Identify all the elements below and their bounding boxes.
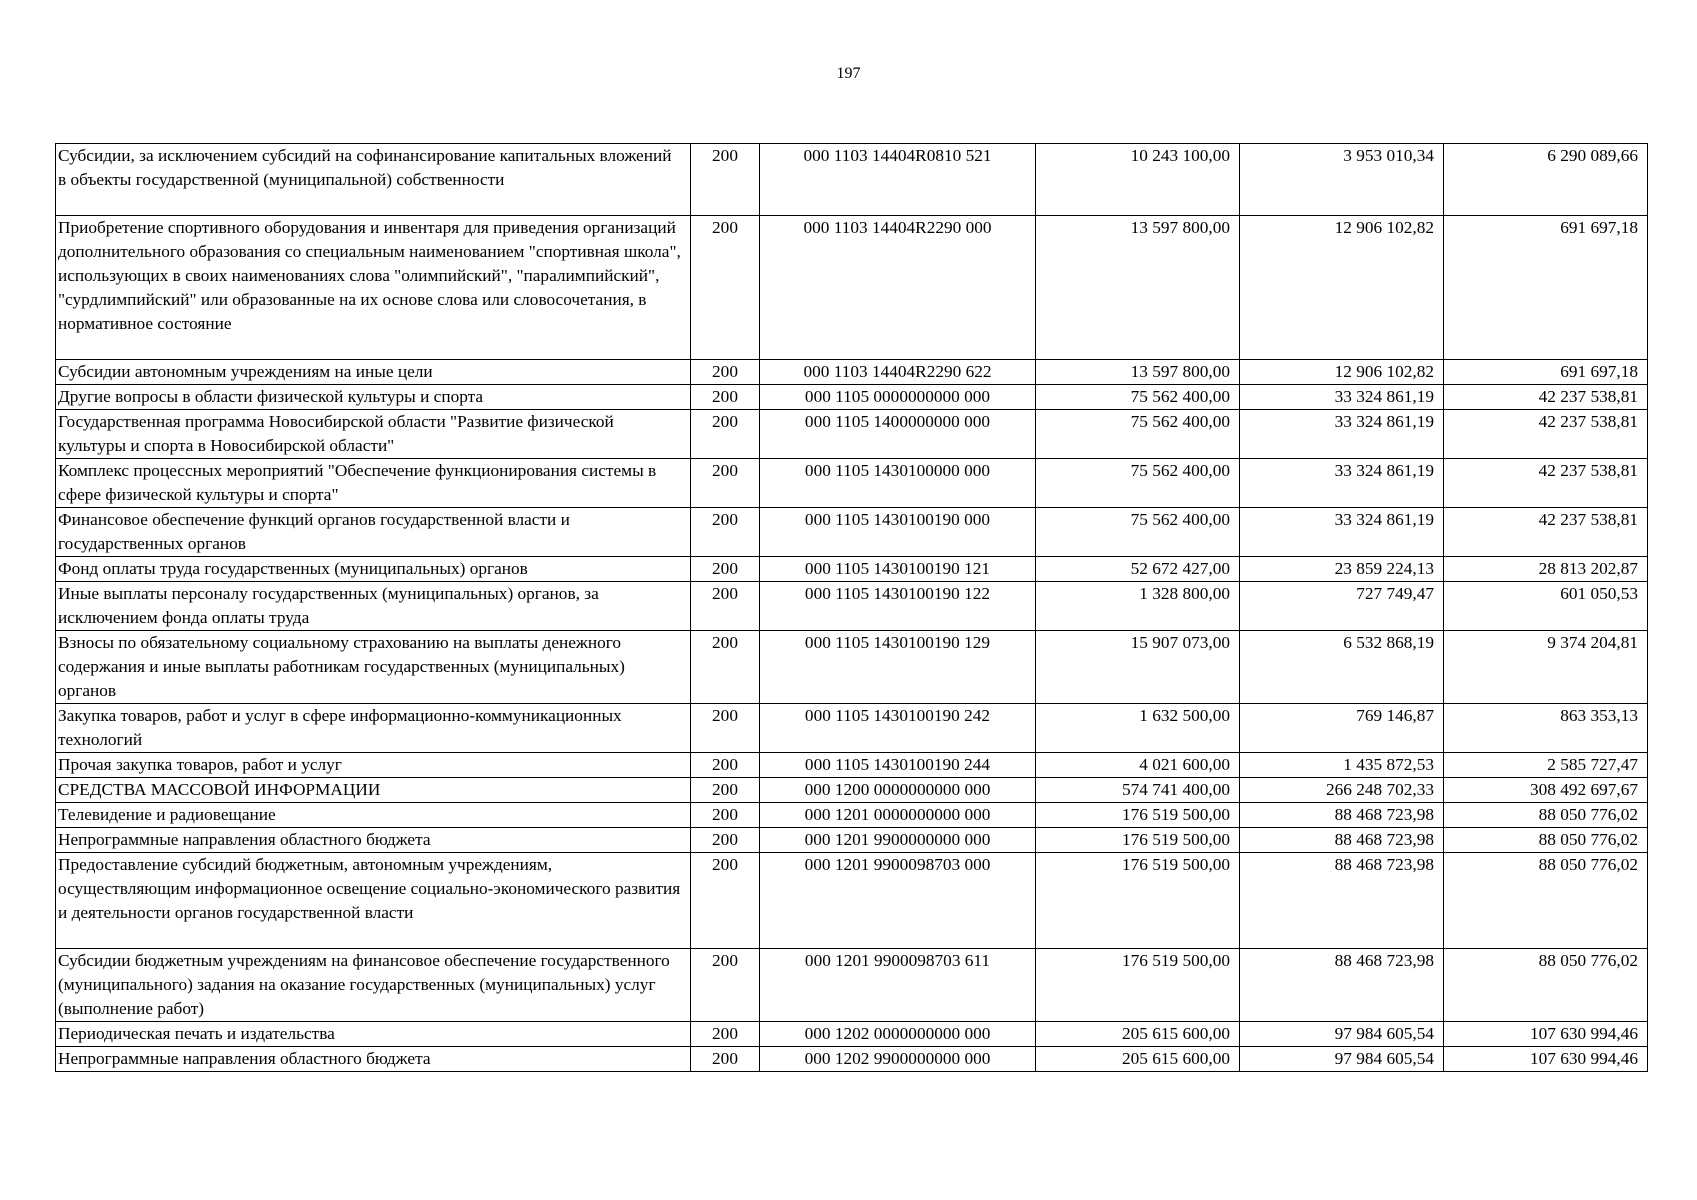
row-code: 200 xyxy=(691,557,760,582)
row-code: 200 xyxy=(691,704,760,753)
row-description: СРЕДСТВА МАССОВОЙ ИНФОРМАЦИИ xyxy=(56,778,691,803)
row-approved-amount: 15 907 073,00 xyxy=(1036,631,1240,704)
row-description: Телевидение и радиовещание xyxy=(56,803,691,828)
row-classification-code: 000 1201 0000000000 000 xyxy=(760,803,1036,828)
row-approved-amount: 574 741 400,00 xyxy=(1036,778,1240,803)
table-row xyxy=(56,778,1648,803)
row-classification-code: 000 1103 14404R0810 521 xyxy=(760,144,1036,216)
row-unexecuted-amount: 88 050 776,02 xyxy=(1444,803,1648,828)
row-approved-amount: 75 562 400,00 xyxy=(1036,508,1240,557)
row-code: 200 xyxy=(691,385,760,410)
row-classification-code: 000 1201 9900098703 611 xyxy=(760,949,1036,1022)
row-executed-amount: 769 146,87 xyxy=(1240,704,1444,753)
row-unexecuted-amount: 42 237 538,81 xyxy=(1444,459,1648,508)
row-approved-amount: 205 615 600,00 xyxy=(1036,1047,1240,1072)
row-classification-code: 000 1105 1430100190 122 xyxy=(760,582,1036,631)
row-classification-code: 000 1202 9900000000 000 xyxy=(760,1047,1036,1072)
row-executed-amount: 3 953 010,34 xyxy=(1240,144,1444,216)
row-classification-code: 000 1105 0000000000 000 xyxy=(760,385,1036,410)
row-classification-code: 000 1105 1430100190 000 xyxy=(760,508,1036,557)
row-code: 200 xyxy=(691,949,760,1022)
row-unexecuted-amount: 691 697,18 xyxy=(1444,216,1648,360)
row-code: 200 xyxy=(691,410,760,459)
table-row xyxy=(56,1022,1648,1047)
row-executed-amount: 1 435 872,53 xyxy=(1240,753,1444,778)
row-description: Предоставление субсидий бюджетным, автономным учреждениям, осуществляющим информационное освещение социально-экономического развития и деятельности органов государственной власти xyxy=(56,853,691,949)
row-executed-amount: 12 906 102,82 xyxy=(1240,216,1444,360)
row-executed-amount: 88 468 723,98 xyxy=(1240,828,1444,853)
row-approved-amount: 75 562 400,00 xyxy=(1036,459,1240,508)
row-description: Субсидии, за исключением субсидий на софинансирование капитальных вложений в объекты государственной (муниципальной) собственности xyxy=(56,144,691,216)
row-unexecuted-amount: 107 630 994,46 xyxy=(1444,1022,1648,1047)
budget-execution-table xyxy=(55,143,1648,1072)
row-classification-code: 000 1105 1430100190 129 xyxy=(760,631,1036,704)
table-row xyxy=(56,753,1648,778)
row-executed-amount: 12 906 102,82 xyxy=(1240,360,1444,385)
row-code: 200 xyxy=(691,459,760,508)
row-executed-amount: 33 324 861,19 xyxy=(1240,410,1444,459)
row-approved-amount: 205 615 600,00 xyxy=(1036,1022,1240,1047)
row-description: Непрограммные направления областного бюджета xyxy=(56,828,691,853)
row-approved-amount: 13 597 800,00 xyxy=(1036,360,1240,385)
table-row xyxy=(56,385,1648,410)
row-unexecuted-amount: 42 237 538,81 xyxy=(1444,385,1648,410)
row-classification-code: 000 1103 14404R2290 622 xyxy=(760,360,1036,385)
row-code: 200 xyxy=(691,803,760,828)
row-code: 200 xyxy=(691,144,760,216)
row-approved-amount: 1 328 800,00 xyxy=(1036,582,1240,631)
table-row xyxy=(56,949,1648,1022)
row-unexecuted-amount: 601 050,53 xyxy=(1444,582,1648,631)
row-unexecuted-amount: 88 050 776,02 xyxy=(1444,949,1648,1022)
row-executed-amount: 97 984 605,54 xyxy=(1240,1022,1444,1047)
row-code: 200 xyxy=(691,1022,760,1047)
row-description: Прочая закупка товаров, работ и услуг xyxy=(56,753,691,778)
row-approved-amount: 4 021 600,00 xyxy=(1036,753,1240,778)
row-description: Субсидии автономным учреждениям на иные цели xyxy=(56,360,691,385)
row-executed-amount: 88 468 723,98 xyxy=(1240,949,1444,1022)
row-approved-amount: 176 519 500,00 xyxy=(1036,949,1240,1022)
row-code: 200 xyxy=(691,853,760,949)
table-row xyxy=(56,803,1648,828)
row-executed-amount: 88 468 723,98 xyxy=(1240,853,1444,949)
row-description: Закупка товаров, работ и услуг в сфере информационно-коммуникационных технологий xyxy=(56,704,691,753)
row-description: Взносы по обязательному социальному страхованию на выплаты денежного содержания и иные выплаты работникам государственных (муниципальных) органов xyxy=(56,631,691,704)
row-code: 200 xyxy=(691,360,760,385)
row-approved-amount: 1 632 500,00 xyxy=(1036,704,1240,753)
row-classification-code: 000 1105 1430100190 244 xyxy=(760,753,1036,778)
table-row xyxy=(56,853,1648,949)
row-classification-code: 000 1200 0000000000 000 xyxy=(760,778,1036,803)
row-description: Фонд оплаты труда государственных (муниципальных) органов xyxy=(56,557,691,582)
row-code: 200 xyxy=(691,508,760,557)
table-row xyxy=(56,144,1648,216)
row-unexecuted-amount: 88 050 776,02 xyxy=(1444,828,1648,853)
row-description: Государственная программа Новосибирской области "Развитие физической культуры и спорта в Новосибирской области" xyxy=(56,410,691,459)
row-approved-amount: 75 562 400,00 xyxy=(1036,410,1240,459)
row-classification-code: 000 1105 1430100000 000 xyxy=(760,459,1036,508)
row-unexecuted-amount: 9 374 204,81 xyxy=(1444,631,1648,704)
page-number: 197 xyxy=(836,65,861,82)
row-description: Субсидии бюджетным учреждениям на финансовое обеспечение государственного (муниципального) задания на оказание государственных (муниципальных) услуг (выполнение работ) xyxy=(56,949,691,1022)
table-row xyxy=(56,557,1648,582)
row-executed-amount: 23 859 224,13 xyxy=(1240,557,1444,582)
table-row xyxy=(56,1047,1648,1072)
row-classification-code: 000 1105 1400000000 000 xyxy=(760,410,1036,459)
row-executed-amount: 727 749,47 xyxy=(1240,582,1444,631)
row-code: 200 xyxy=(691,582,760,631)
row-description: Периодическая печать и издательства xyxy=(56,1022,691,1047)
table-row xyxy=(56,216,1648,360)
row-approved-amount: 75 562 400,00 xyxy=(1036,385,1240,410)
table-row xyxy=(56,508,1648,557)
row-executed-amount: 6 532 868,19 xyxy=(1240,631,1444,704)
row-code: 200 xyxy=(691,828,760,853)
row-code: 200 xyxy=(691,216,760,360)
table-body xyxy=(56,144,1648,1072)
row-executed-amount: 97 984 605,54 xyxy=(1240,1047,1444,1072)
row-unexecuted-amount: 691 697,18 xyxy=(1444,360,1648,385)
table-row xyxy=(56,704,1648,753)
table-row xyxy=(56,410,1648,459)
row-description: Другие вопросы в области физической культуры и спорта xyxy=(56,385,691,410)
row-executed-amount: 33 324 861,19 xyxy=(1240,459,1444,508)
row-unexecuted-amount: 2 585 727,47 xyxy=(1444,753,1648,778)
row-executed-amount: 88 468 723,98 xyxy=(1240,803,1444,828)
row-description: Комплекс процессных мероприятий "Обеспечение функционирования системы в сфере физической культуры и спорта" xyxy=(56,459,691,508)
row-executed-amount: 33 324 861,19 xyxy=(1240,508,1444,557)
row-unexecuted-amount: 88 050 776,02 xyxy=(1444,853,1648,949)
row-unexecuted-amount: 863 353,13 xyxy=(1444,704,1648,753)
row-approved-amount: 176 519 500,00 xyxy=(1036,803,1240,828)
table-row xyxy=(56,828,1648,853)
table-row xyxy=(56,582,1648,631)
row-description: Непрограммные направления областного бюджета xyxy=(56,1047,691,1072)
row-approved-amount: 176 519 500,00 xyxy=(1036,853,1240,949)
row-unexecuted-amount: 42 237 538,81 xyxy=(1444,508,1648,557)
row-classification-code: 000 1103 14404R2290 000 xyxy=(760,216,1036,360)
row-code: 200 xyxy=(691,778,760,803)
row-classification-code: 000 1201 9900098703 000 xyxy=(760,853,1036,949)
row-executed-amount: 33 324 861,19 xyxy=(1240,385,1444,410)
row-code: 200 xyxy=(691,1047,760,1072)
table-row xyxy=(56,631,1648,704)
row-unexecuted-amount: 28 813 202,87 xyxy=(1444,557,1648,582)
row-executed-amount: 266 248 702,33 xyxy=(1240,778,1444,803)
row-description: Приобретение спортивного оборудования и инвентаря для приведения организаций дополнительного образования со специальным наименованием "спортивная школа", использующих в своих наименованиях слова "олимпийский", "паралимпийский", "сурдлимпийский" или образованные на их основе слова или словосочетания, в нормативное состояние xyxy=(56,216,691,360)
table-row xyxy=(56,459,1648,508)
row-approved-amount: 176 519 500,00 xyxy=(1036,828,1240,853)
row-approved-amount: 10 243 100,00 xyxy=(1036,144,1240,216)
table-row xyxy=(56,360,1648,385)
row-approved-amount: 52 672 427,00 xyxy=(1036,557,1240,582)
row-unexecuted-amount: 42 237 538,81 xyxy=(1444,410,1648,459)
row-classification-code: 000 1105 1430100190 121 xyxy=(760,557,1036,582)
row-approved-amount: 13 597 800,00 xyxy=(1036,216,1240,360)
row-code: 200 xyxy=(691,631,760,704)
row-classification-code: 000 1105 1430100190 242 xyxy=(760,704,1036,753)
row-code: 200 xyxy=(691,753,760,778)
row-description: Иные выплаты персоналу государственных (муниципальных) органов, за исключением фонда оплаты труда xyxy=(56,582,691,631)
row-unexecuted-amount: 308 492 697,67 xyxy=(1444,778,1648,803)
row-unexecuted-amount: 6 290 089,66 xyxy=(1444,144,1648,216)
row-description: Финансовое обеспечение функций органов государственной власти и государственных органов xyxy=(56,508,691,557)
row-classification-code: 000 1202 0000000000 000 xyxy=(760,1022,1036,1047)
row-classification-code: 000 1201 9900000000 000 xyxy=(760,828,1036,853)
row-unexecuted-amount: 107 630 994,46 xyxy=(1444,1047,1648,1072)
